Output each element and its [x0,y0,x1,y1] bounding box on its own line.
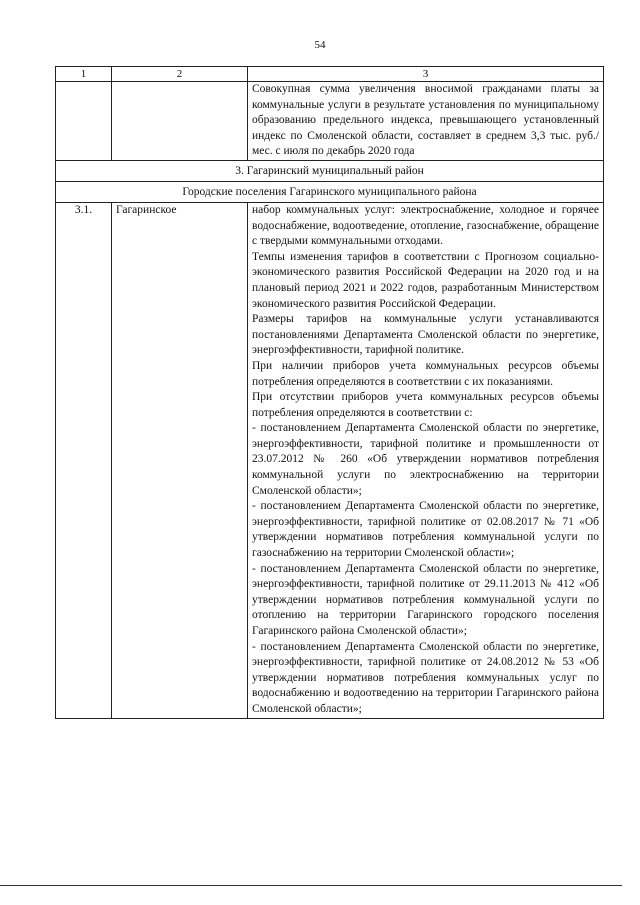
paragraph: Размеры тарифов на коммунальные услуги устанавливаются постановлениями Департамента Смоленской области по энергетике, энергоэффективности, тарифной политике. [252,313,599,357]
subsection-title: Городские поселения Гагаринского муниципального района [56,181,604,202]
section-title-row [56,160,604,181]
column-header-2: 2 [112,67,248,82]
subsection-title-row [56,181,604,202]
paragraph: При отсутствии приборов учета коммунальных ресурсов объемы потребления определяются в соответствии с: [252,391,599,419]
row-number: 3.1. [56,202,112,718]
settlement-name: Гагаринское [112,202,248,718]
row-description [248,202,604,718]
paragraph: - постановлением Департамента Смоленской области по энергетике, энергоэффективности, тарифной политике от 02.08.2017 № 71 «Об утверждении нормативов потребления коммунальной услуги по газоснабжению на территории Смоленской области»; [252,500,599,560]
column-header-1: 1 [56,67,112,82]
bottom-divider [0,885,622,886]
column-header-3: 3 [248,67,604,82]
paragraph: Темпы изменения тарифов в соответствии с Прогнозом социально-экономического развития Российской Федерации на 2020 год и на плановый период 2021 и 2022 годов, разработанным Министерством экономического развития Российской Федерации. [252,250,599,310]
continuation-row [56,82,604,161]
continuation-number-cell [56,82,112,161]
paragraph: - постановлением Департамента Смоленской области по энергетике, энергоэффективности, тарифной политике от 29.11.2013 № 412 «Об утверждении нормативов потребления коммунальной услуги по отоплению на территории Гагаринского городского поселения Гагаринского района Смоленской области»; [252,562,599,637]
section-title: 3. Гагаринский муниципальный район [56,160,604,181]
page-number: 54 [314,39,326,51]
table-row [56,202,604,718]
continuation-text: Совокупная сумма увеличения вносимой гражданами платы за коммунальные услуги в результате установления по муниципальному образованию предельного индекса, превышающего установленный индекс по Смоленской области, составляет в среднем 3,3 тыс. руб./мес. с июля по декабрь 2020 года [248,82,604,161]
paragraph: - постановлением Департамента Смоленской области по энергетике, энергоэффективности, тарифной политике и промышленности от 23.07.2012 № 260 «Об утверждении нормативов потребления коммунальной услуги по электроснабжению на территории Смоленской области»; [252,422,599,497]
continuation-name-cell [112,82,248,161]
paragraph: При наличии приборов учета коммунальных ресурсов объемы потребления определяются в соответствии с их показаниями. [252,359,599,388]
paragraph: - постановлением Департамента Смоленской области по энергетике, энергоэффективности, тарифной политике от 24.08.2012 № 53 «Об утверждении нормативов потребления коммунальных услуг по водоснабжению и водоотведению на территории Гагаринского района Смоленской области»; [252,640,599,715]
paragraph: набор коммунальных услуг: электроснабжение, холодное и горячее водоснабжение, водоотведение, отопление, газоснабжение, обращение с твердыми коммунальными отходами. [252,203,599,248]
document-table [55,66,604,719]
table-header-row [56,67,604,82]
